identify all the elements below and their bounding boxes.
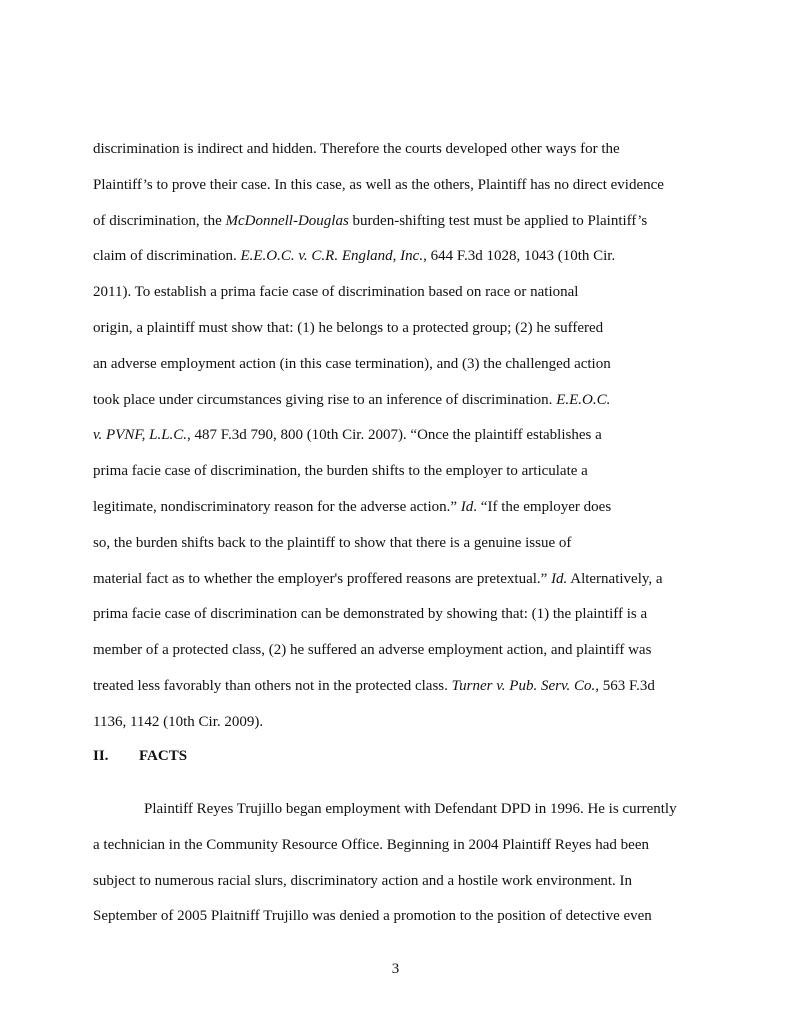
text-line xyxy=(93,355,611,373)
text-run: treated less favorably than others not in the protected class. xyxy=(93,678,452,694)
text-line xyxy=(93,140,620,158)
text-run: origin, a plaintiff must show that: (1) he belongs to a protected group; (2) he suffered xyxy=(93,320,604,336)
text-line xyxy=(93,605,647,623)
text-run: discrimination is indirect and hidden. Therefore the courts developed other ways for the xyxy=(93,141,620,157)
citation-text: Id xyxy=(460,499,474,515)
text-run: of discrimination, the xyxy=(93,212,226,229)
text-run: so, the burden shifts back to the plaintiff to show that there is a genuine issue of xyxy=(93,534,572,551)
text-line xyxy=(144,800,677,818)
text-line xyxy=(93,872,632,890)
text-run: , 487 F.3d 790, 800 (10th Cir. 2007). “Once the plaintiff establishes a xyxy=(187,427,602,444)
text-line xyxy=(93,641,651,659)
text-line xyxy=(93,907,652,925)
section-number: II. xyxy=(93,748,109,764)
text-run: a technician in the Community Resource Office. Beginning in 2004 Plaintiff Reyes had been xyxy=(93,836,649,853)
text-run: took place under circumstances giving rise to an inference of discrimination. xyxy=(93,391,557,408)
text-run: prima facie case of discrimination can be demonstrated by showing that: (1) the plaintiff is a xyxy=(93,606,648,623)
citation-text: McDonnell-Douglas xyxy=(225,212,349,229)
text-line xyxy=(93,283,578,301)
text-run: an adverse employment action (in this case termination), and (3) the challenged action xyxy=(93,355,611,372)
text-line xyxy=(93,836,649,854)
text-run: , 644 F.3d 1028, 1043 (10th Cir. xyxy=(423,248,616,265)
text-run: material fact as to whether the employer's proffered reasons are pretextual.” xyxy=(93,570,552,587)
text-line xyxy=(93,677,655,695)
text-line xyxy=(93,534,571,552)
text-line xyxy=(93,247,615,265)
text-line xyxy=(93,570,663,588)
text-run: Plaintiff Reyes Trujillo began employment with Defendant DPD in 1996. He is currently xyxy=(144,801,677,817)
text-run: September of 2005 Plaitniff Trujillo was denied a promotion to the position of detective even xyxy=(93,908,652,925)
section-heading xyxy=(93,747,187,765)
text-run: subject to numerous racial slurs, discriminatory action and a hostile work environment. In xyxy=(93,872,633,889)
text-run: , 563 F.3d xyxy=(595,678,655,694)
text-run: Plaintiff’s to prove their case. In this case, as well as the others, Plaintiff has no direct evidence xyxy=(93,176,664,193)
section-title: FACTS xyxy=(139,748,188,764)
text-line xyxy=(93,462,588,480)
citation-text: Id. xyxy=(551,570,568,587)
text-run: 1136, 1142 (10th Cir. 2009). xyxy=(93,713,264,730)
citation-text: E.E.O.C. v. C.R. England, Inc. xyxy=(240,248,424,265)
citation-text: Turner v. Pub. Serv. Co. xyxy=(451,678,596,694)
text-run: prima facie case of discrimination, the burden shifts to the employer to articulate a xyxy=(93,463,588,480)
text-line xyxy=(93,212,647,230)
text-line xyxy=(93,713,263,731)
text-line xyxy=(93,426,602,444)
text-run: 2011). To establish a prima facie case of discrimination based on race or national xyxy=(93,284,579,301)
text-run: burden-shifting test must be applied to Plaintiff’s xyxy=(348,212,648,229)
citation-text: v. PVNF, L.L.C. xyxy=(93,427,188,444)
text-run: . “If the employer does xyxy=(473,499,612,515)
text-run: legitimate, nondiscriminatory reason for the adverse action.” xyxy=(93,499,461,515)
citation-text: E.E.O.C. xyxy=(556,391,611,408)
text-line xyxy=(93,176,664,194)
text-run: Alternatively, a xyxy=(567,570,663,587)
text-line xyxy=(93,391,610,409)
text-line xyxy=(93,319,603,337)
text-run: claim of discrimination. xyxy=(93,248,241,265)
page-number: 3 xyxy=(391,961,400,977)
text-run: member of a protected class, (2) he suffered an adverse employment action, and plaintiff was xyxy=(93,642,652,659)
text-line xyxy=(93,498,611,516)
